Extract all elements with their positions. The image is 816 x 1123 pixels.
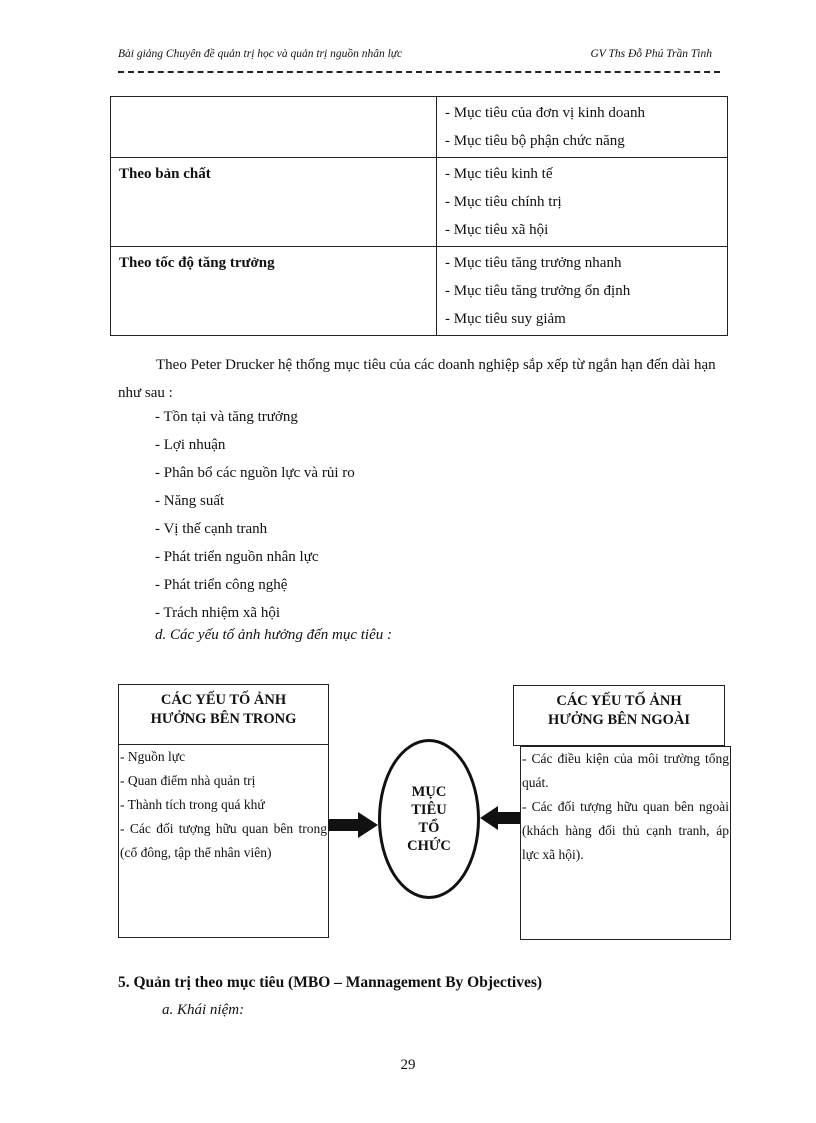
internal-title-line: HƯỞNG BÊN TRONG — [150, 711, 297, 727]
section-5-heading: 5. Quản trị theo mục tiêu (MBO – Mannagement By Objectives) — [118, 974, 543, 991]
drucker-paragraph: Theo Peter Drucker hệ thống mục tiêu của các doanh nghiệp sắp xếp từ ngắn hạn đến dài hạn như sau : — [118, 357, 716, 401]
center-label-line: TIÊU — [411, 802, 447, 818]
table-cell-item: - Mục tiêu kinh tế — [445, 166, 553, 182]
internal-factor-item: - Thành tích trong quá khứ — [120, 797, 265, 812]
list-item: - Trách nhiệm xã hội — [155, 605, 280, 621]
table-cell-item: - Mục tiêu suy giảm — [445, 311, 566, 327]
drucker-goal-list — [155, 403, 355, 627]
table-cell-item: - Mục tiêu xã hội — [445, 222, 549, 238]
list-item: - Phát triển nguồn nhân lực — [155, 549, 319, 565]
page-number: 29 — [400, 1057, 416, 1073]
internal-factor-item: - Nguồn lực — [120, 749, 186, 764]
list-item: - Lợi nhuận — [155, 437, 226, 453]
external-factor-item: - Các đối tượng hữu quan bên ngoài (khách hàng đối thủ cạnh tranh, áp lực xã hội). — [522, 799, 729, 862]
center-label-line: TỔ — [418, 820, 440, 836]
internal-factors-box — [118, 744, 329, 938]
header-lecturer: GV Ths Đỗ Phú Trần Tình — [590, 48, 712, 60]
internal-title-line: CÁC YẾU TỐ ẢNH — [160, 692, 287, 708]
external-title-line: HƯỞNG BÊN NGOÀI — [547, 712, 691, 728]
list-item: - Vị thế cạnh tranh — [155, 521, 268, 537]
table-row — [111, 97, 728, 158]
table-cell-item: - Mục tiêu của đơn vị kinh doanh — [445, 105, 645, 121]
internal-factor-item: - Quan điểm nhà quản trị — [120, 773, 256, 788]
arrow-left-icon — [480, 806, 520, 830]
list-item: - Năng suất — [155, 493, 225, 509]
center-label-line: CHỨC — [407, 838, 451, 854]
table-cell-item: - Mục tiêu tăng trưởng nhanh — [445, 255, 622, 271]
subheading-factors: d. Các yếu tố ảnh hưởng đến mục tiêu : — [155, 627, 392, 643]
header-course-title: Bài giảng Chuyên đề quản trị học và quản trị nguồn nhân lực — [118, 48, 403, 60]
table-cell-item: - Mục tiêu tăng trưởng ổn định — [445, 283, 631, 299]
internal-factors-title-box — [118, 684, 329, 745]
table-cell-item: - Mục tiêu chính trị — [445, 194, 562, 210]
list-item: - Phát triển công nghệ — [155, 577, 288, 593]
table-row — [111, 158, 728, 247]
goals-classification-table — [110, 96, 728, 336]
table-row-label: Theo tốc độ tăng trưởng — [119, 255, 275, 271]
external-factors-box — [520, 746, 731, 940]
header-divider — [118, 71, 720, 73]
list-item: - Phân bổ các nguồn lực và rủi ro — [155, 465, 355, 481]
table-row-label: Theo bản chất — [119, 166, 211, 182]
table-row-label — [111, 97, 437, 158]
external-factor-item: - Các điều kiện của môi trường tổng quát. — [522, 751, 729, 790]
table-row — [111, 247, 728, 336]
list-item: - Tồn tại và tăng trưởng — [155, 409, 298, 425]
external-title-line: CÁC YẾU TỐ ẢNH — [556, 693, 682, 709]
subheading-concept: a. Khái niệm: — [162, 1002, 245, 1018]
internal-factor-item: - Các đối tượng hữu quan bên trong (cổ đông, tập thể nhân viên) — [120, 821, 327, 860]
center-label-line: MỤC — [411, 784, 447, 800]
organizational-goal-ellipse — [378, 739, 480, 899]
arrow-right-icon — [328, 812, 378, 838]
external-factors-title-box — [513, 685, 725, 746]
table-cell-item: - Mục tiêu bộ phận chức năng — [445, 133, 625, 149]
